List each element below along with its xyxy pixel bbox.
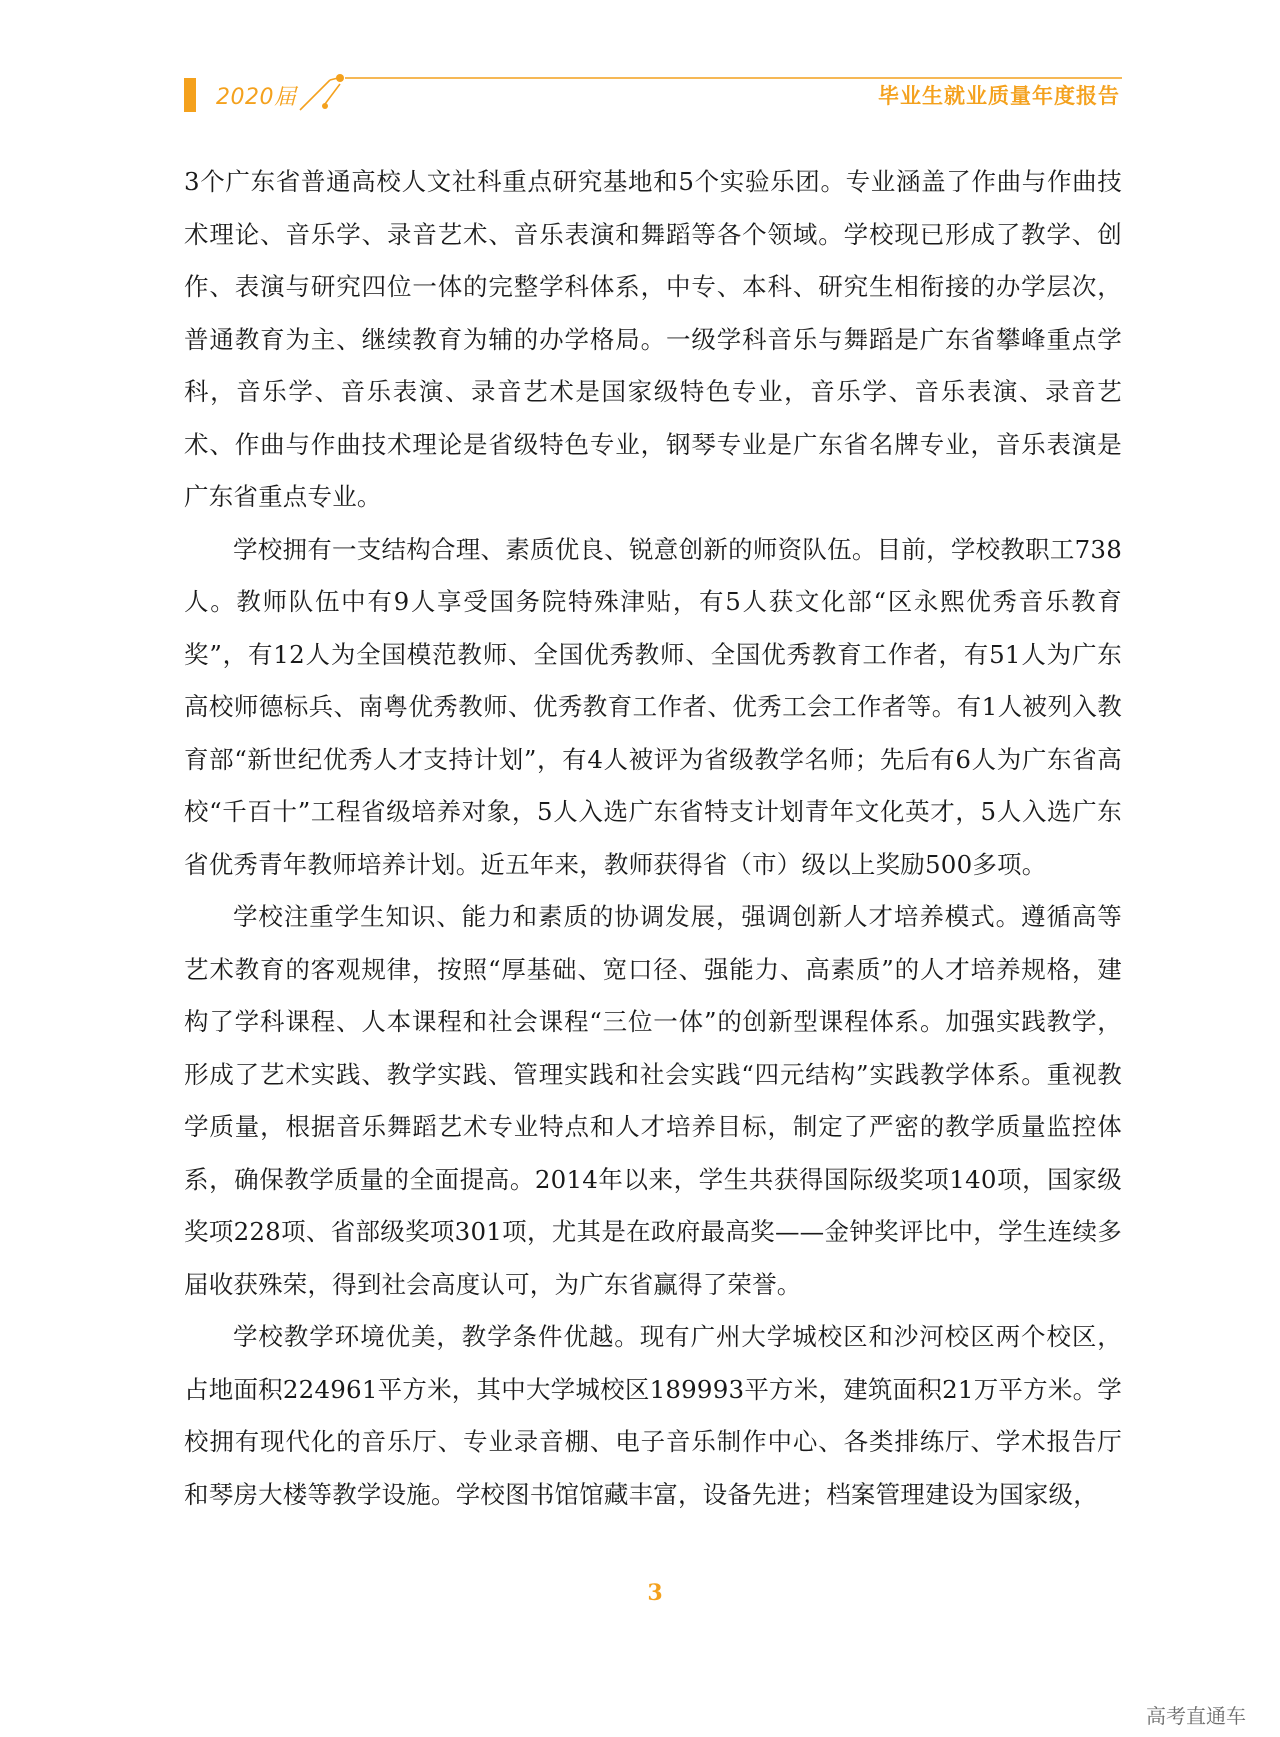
paragraph-3: 学校注重学生知识、能力和素质的协调发展，强调创新人才培养模式。遵循高等艺术教育的客观规律，按照“厚基础、宽口径、强能力、高素质”的人才培养规格，建构了学科课程、人本课程和社会课程“三位一体”的创新型课程体系。加强实践教学，形成了艺术实践、教学实践、管理实践和社会实践“四元结构”实践教学体系。重视教学质量，根据音乐舞蹈艺术专业特点和人才培养目标，制定了严密的教学质量监控体系，确保教学质量的全面提高。2014年以来，学生共获得国际级奖项140项，国家级奖项228项、省部级奖项301项，尤其是在政府最高奖——金钟奖评比中，学生连续多届收获殊荣，得到社会高度认可，为广东省赢得了荣誉。: [184, 902, 1122, 1299]
page-number: 3: [647, 1580, 663, 1606]
paragraph-4: 学校教学环境优美，教学条件优越。现有广州大学城校区和沙河校区两个校区，占地面积224961平方米，其中大学城校区189993平方米，建筑面积21万平方米。学校拥有现代化的音乐厅、专业录音棚、电子音乐制作中心、各类排练厅、学术报告厅和琴房大楼等教学设施。学校图书馆馆藏丰富，设备先进；档案管理建设为国家级，: [184, 1322, 1122, 1509]
body-text: [184, 156, 1122, 1521]
header-line-graphic: [0, 0, 1280, 130]
header-year-label: 2020届: [216, 85, 297, 110]
paragraph-1: 3个广东省普通高校人文社科重点研究基地和5个实验乐团。专业涵盖了作曲与作曲技术理论、音乐学、录音艺术、音乐表演和舞蹈等各个领域。学校现已形成了教学、创作、表演与研究四位一体的完整学科体系，中专、本科、研究生相衔接的办学层次，普通教育为主、继续教育为辅的办学格局。一级学科音乐与舞蹈是广东省攀峰重点学科，音乐学、音乐表演、录音艺术是国家级特色专业，音乐学、音乐表演、录音艺术、作曲与作曲技术理论是省级特色专业，钢琴专业是广东省名牌专业，音乐表演是广东省重点专业。: [184, 167, 1122, 511]
watermark-text: 高考直通车: [1146, 1704, 1246, 1728]
header-report-title: 毕业生就业质量年度报告: [878, 84, 1120, 108]
paragraph-2: 学校拥有一支结构合理、素质优良、锐意创新的师资队伍。目前，学校教职工738人。教师队伍中有9人享受国务院特殊津贴，有5人获文化部“区永熙优秀音乐教育奖”，有12人为全国模范教师、全国优秀教师、全国优秀教育工作者，有51人为广东高校师德标兵、南粤优秀教师、优秀教育工作者、优秀工会工作者等。有1人被列入教育部“新世纪优秀人才支持计划”，有4人被评为省级教学名师；先后有6人为广东省高校“千百十”工程省级培养对象，5人入选广东省特支计划青年文化英才，5人入选广东省优秀青年教师培养计划。近五年来，教师获得省（市）级以上奖励500多项。: [184, 534, 1122, 879]
page-header: [0, 0, 1280, 130]
